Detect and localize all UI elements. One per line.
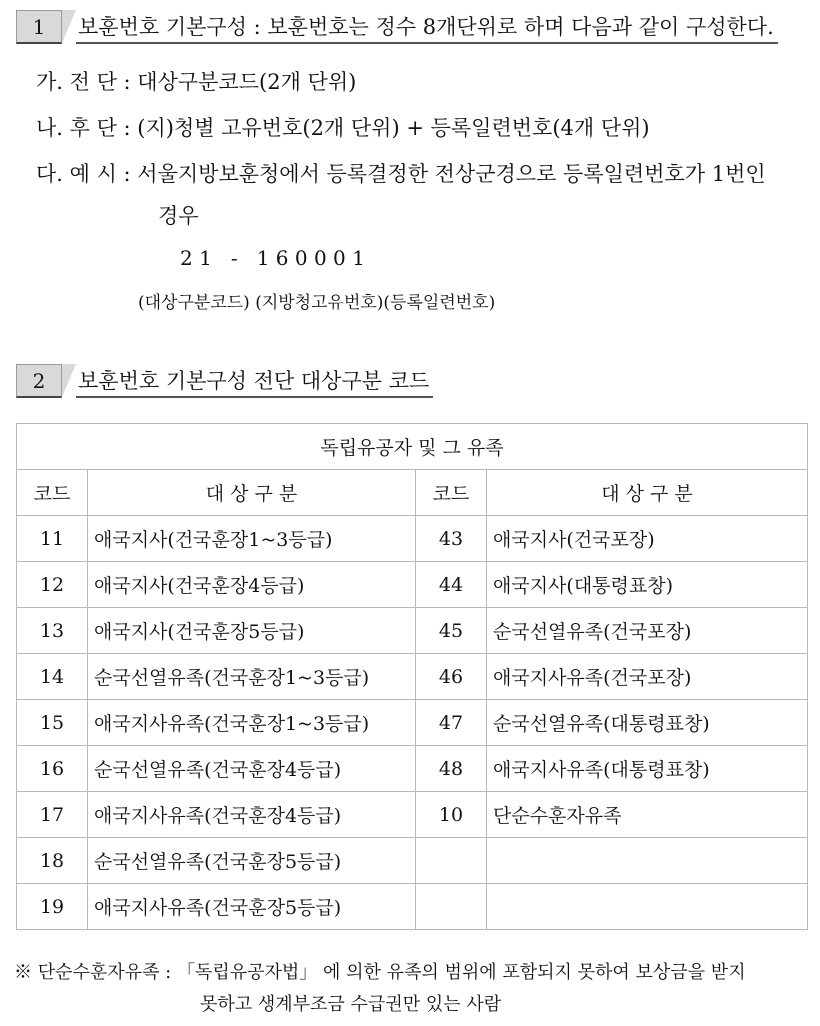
section-1-header <box>16 10 778 44</box>
header-desc: 대 상 구 분 <box>88 470 416 516</box>
desc-cell: 순국선열유족(건국훈장4등급) <box>88 746 416 792</box>
header-code: 코드 <box>17 470 88 516</box>
table-caption-row <box>17 424 808 470</box>
table-row <box>17 884 808 930</box>
desc-cell <box>487 884 808 930</box>
desc-cell: 애국지사유족(건국훈장5등급) <box>88 884 416 930</box>
desc-cell: 단순수훈자유족 <box>487 792 808 838</box>
code-cell: 14 <box>17 654 88 700</box>
header-desc: 대 상 구 분 <box>487 470 808 516</box>
code-cell: 43 <box>416 516 487 562</box>
section-title: 보훈번호 기본구성 : 보훈번호는 정수 8개단위로 하며 다음과 같이 구성한다. <box>76 10 778 44</box>
desc-cell <box>487 838 808 884</box>
desc-cell: 순국선열유족(건국포장) <box>487 608 808 654</box>
desc-cell: 애국지사유족(건국포장) <box>487 654 808 700</box>
code-cell: 45 <box>416 608 487 654</box>
desc-cell: 순국선열유족(건국훈장5등급) <box>88 838 416 884</box>
code-cell: 15 <box>17 700 88 746</box>
code-cell: 47 <box>416 700 487 746</box>
table-row <box>17 654 808 700</box>
table-row <box>17 746 808 792</box>
table-row <box>17 700 808 746</box>
section-number: 2 <box>16 364 62 398</box>
section-2-header <box>16 364 433 398</box>
desc-cell: 애국지사(대통령표창) <box>487 562 808 608</box>
code-cell: 13 <box>17 608 88 654</box>
footnote-line-1: ※ 단순수훈자유족 : 「독립유공자법」 에 의한 유족의 범위에 포함되지 못하여 보상금을 받지 <box>14 962 746 983</box>
desc-cell: 애국지사(건국훈장4등급) <box>88 562 416 608</box>
code-cell: 11 <box>17 516 88 562</box>
code-table <box>16 423 808 930</box>
item-example: 다. 예 시 : 서울지방보훈청에서 등록결정한 전상군경으로 등록일련번호가 1번인 <box>36 162 766 186</box>
table-header-row <box>17 470 808 516</box>
example-labels: (대상구분코드) (지방청고유번호)(등록일련번호) <box>138 293 496 313</box>
desc-cell: 애국지사(건국훈장1~3등급) <box>88 516 416 562</box>
table-row <box>17 838 808 884</box>
table-row <box>17 792 808 838</box>
item-front: 가. 전 단 : 대상구분코드(2개 단위) <box>36 70 357 94</box>
header-code: 코드 <box>416 470 487 516</box>
desc-cell: 애국지사유족(대통령표창) <box>487 746 808 792</box>
table-row <box>17 608 808 654</box>
code-cell <box>416 838 487 884</box>
section-number: 1 <box>16 10 62 44</box>
desc-cell: 애국지사(건국훈장5등급) <box>88 608 416 654</box>
code-cell: 46 <box>416 654 487 700</box>
section-marker-triangle <box>62 10 76 43</box>
desc-cell: 애국지사유족(건국훈장4등급) <box>88 792 416 838</box>
code-cell: 19 <box>17 884 88 930</box>
item-example-cont: 경우 <box>158 204 199 228</box>
section-marker-triangle <box>62 364 76 397</box>
code-cell: 44 <box>416 562 487 608</box>
desc-cell: 순국선열유족(대통령표창) <box>487 700 808 746</box>
footnote-line-2: 못하고 생계부조금 수급권만 있는 사람 <box>200 994 502 1015</box>
desc-cell: 애국지사(건국포장) <box>487 516 808 562</box>
table-row <box>17 516 808 562</box>
code-cell <box>416 884 487 930</box>
code-cell: 48 <box>416 746 487 792</box>
desc-cell: 순국선열유족(건국훈장1~3등급) <box>88 654 416 700</box>
code-cell: 12 <box>17 562 88 608</box>
code-cell: 17 <box>17 792 88 838</box>
code-cell: 10 <box>416 792 487 838</box>
example-number: 2 1 - 1 6 0 0 0 1 <box>180 246 365 270</box>
code-cell: 18 <box>17 838 88 884</box>
code-cell: 16 <box>17 746 88 792</box>
desc-cell: 애국지사유족(건국훈장1~3등급) <box>88 700 416 746</box>
section-title: 보훈번호 기본구성 전단 대상구분 코드 <box>76 364 433 398</box>
item-rear: 나. 후 단 : (지)청별 고유번호(2개 단위) + 등록일련번호(4개 단위) <box>36 116 650 140</box>
table-caption: 독립유공자 및 그 유족 <box>17 424 808 470</box>
table-row <box>17 562 808 608</box>
